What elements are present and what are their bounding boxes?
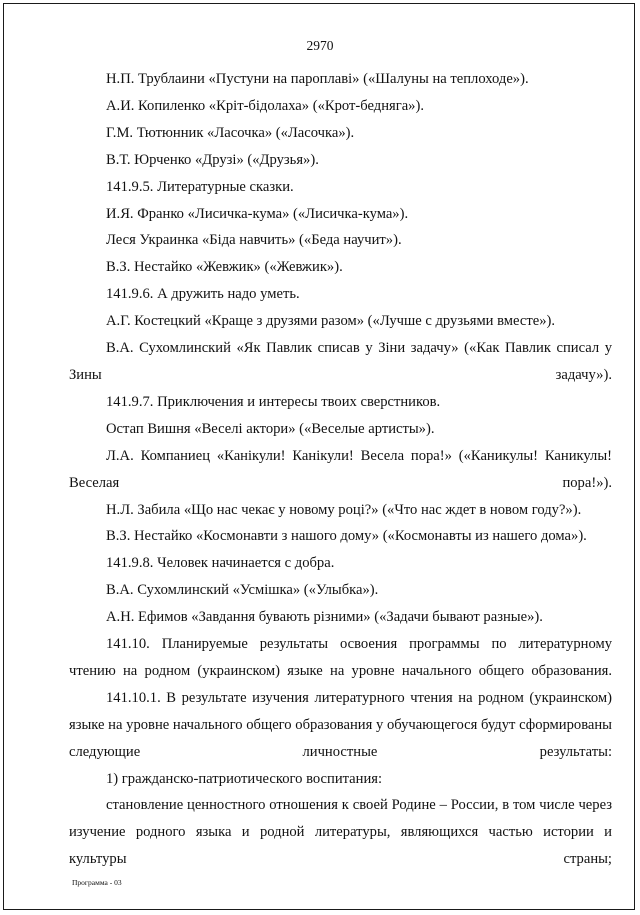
section-heading-141-9-6: 141.9.6. А дружить надо уметь. [106, 286, 300, 303]
paragraph-6: И.Я. Франко «Лисичка-кума» («Лисичка-кума»). [106, 205, 409, 222]
section-heading-141-9-7: 141.9.7. Приключения и интересы твоих сверстников. [106, 393, 441, 410]
paragraph-16: В.З. Нестайко «Космонавти з нашого дому» («Космонавты из нашего дома»). [106, 528, 587, 545]
paragraph-10: А.Г. Костецкий «Краще з друзями разом» («Лучше с друзьями вместе»). [106, 313, 555, 330]
paragraph-15: Н.Л. Забила «Що нас чекає у новому році?» («Что нас ждет в новом году?»). [106, 501, 582, 518]
footer-program-label: Программа - 03 [72, 878, 122, 887]
paragraph-value-attitude: становление ценностного отношения к своей Родине – России, в том числе через изучение родного языка и родной литературы, являющихся частью истории и культуры страны; [69, 797, 612, 868]
document-body [69, 66, 612, 873]
paragraph-8: В.З. Нестайко «Жевжик» («Жевжик»). [106, 259, 343, 276]
paragraph-4: В.Т. Юрченко «Друзі» («Друзья»). [106, 151, 319, 168]
page-number: 2970 [306, 38, 334, 53]
paragraph-13: Остап Вишня «Веселі актори» («Веселые артисты»). [106, 420, 435, 437]
paragraph-19: А.Н. Ефимов «Завдання бувають різними» («Задачи бывают разные»). [106, 609, 543, 626]
paragraph-18: В.А. Сухомлинский «Усмішка» («Улыбка»). [106, 582, 379, 599]
paragraph-civic-patriotic: 1) гражданско-патриотического воспитания: [106, 770, 383, 787]
section-heading-141-9-8: 141.9.8. Человек начинается с добра. [106, 555, 335, 572]
paragraph-7: Леся Украинка «Біда навчить» («Беда научит»). [106, 232, 402, 249]
paragraph-14: Л.А. Компаниец «Канікули! Канікули! Весела пора!» («Каникулы! Каникулы! Веселая пора!»). [69, 447, 612, 491]
paragraph-11: В.А. Сухомлинский «Як Павлик списав у Зіни задачу» («Как Павлик списал у Зины задачу»). [69, 340, 612, 383]
section-heading-141-10: 141.10. Планируемые результаты освоения программы по литературному чтению на родном (украинском) языке на уровне начального общего образования. [69, 636, 612, 679]
section-heading-141-9-5: 141.9.5. Литературные сказки. [106, 178, 294, 195]
paragraph-141-10-1: 141.10.1. В результате изучения литературного чтения на родном (украинском) языке на уровне начального общего образования у обучающегося будут сформированы следующие личностные результаты: [69, 689, 612, 760]
paragraph-2: А.И. Копиленко «Кріт-бідолаха» («Крот-бедняга»). [106, 97, 424, 114]
paragraph-1: Н.П. Трублаини «Пустуни на пароплаві» («Шалуны на теплоходе»). [106, 71, 529, 87]
paragraph-3: Г.М. Тютюнник «Ласочка» («Ласочка»). [106, 124, 355, 141]
